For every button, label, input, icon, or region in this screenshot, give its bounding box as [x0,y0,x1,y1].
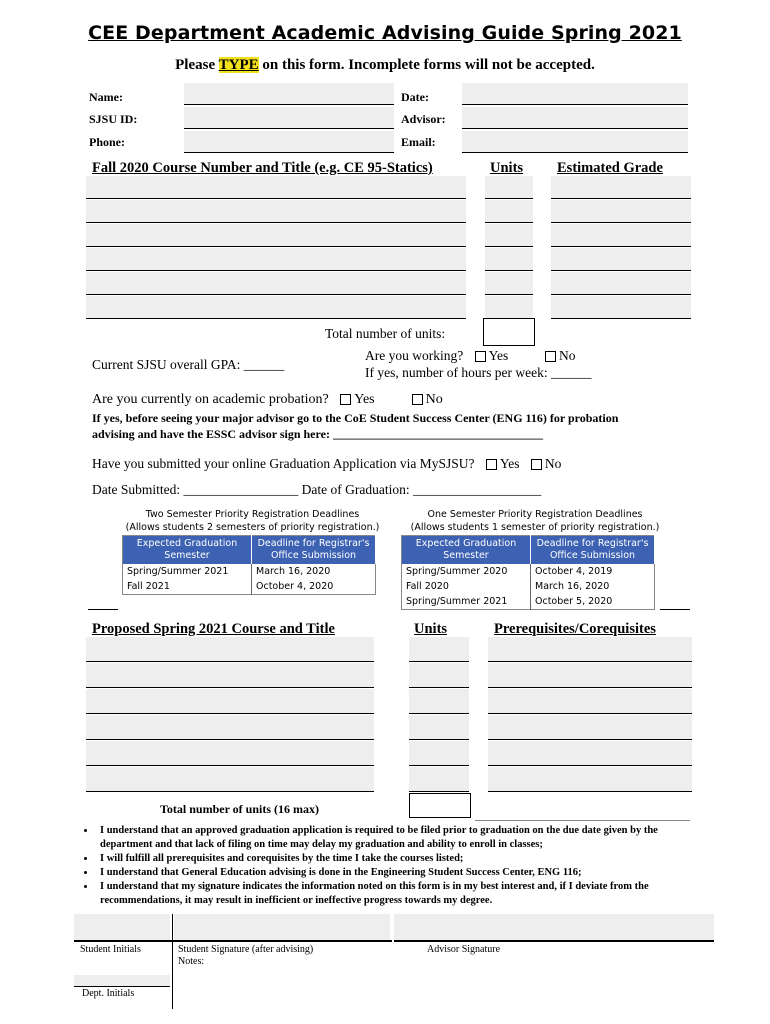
spring-total-label: Total number of units (16 max) [160,802,320,816]
table-row [123,564,376,579]
two-semester-title-line2: (Allows students 2 semesters of priority registration.) [125,522,380,533]
acknowledgement-item: • I understand that General Education advising is done in the Engineering Student Success Center, ENG 116; [96,866,702,880]
student-initials-label: Student Initials [80,944,141,955]
working-question-row [365,348,576,364]
advisor-signature-field[interactable] [394,914,714,941]
spring-units-header: Units [414,621,448,637]
spring-prereq-header: Prerequisites/Corequisites [494,621,656,637]
probation-no-checkbox[interactable] [412,394,423,405]
graduation-no-label: No [544,456,562,471]
one-semester-title-line1: One Semester Priority Registration Deadlines [427,509,643,520]
student-initials-field[interactable] [74,914,170,941]
fall-grade-field[interactable] [551,224,691,247]
table-cell: Spring/Summer 2021 [127,566,229,577]
spring-units-field[interactable] [409,767,469,792]
instructions-highlight: TYPE [218,57,259,73]
table-row [123,579,376,595]
probation-question-row [92,392,443,408]
sjsu-id-label: SJSU ID: [89,112,138,126]
working-no-checkbox[interactable] [545,351,556,362]
table-row [402,579,655,594]
spring-course-field[interactable] [86,767,374,792]
fall-units-field[interactable] [485,296,533,319]
acknowledgement-item: • I will fulfill all prerequisites and corequisites by the time I take the courses listed; [96,852,702,866]
spring-course-field[interactable] [86,637,374,662]
fall-grade-field[interactable] [551,296,691,319]
advisor-signature-label: Advisor Signature [427,944,501,955]
one-semester-col-semester: Expected Graduation Semester [402,536,531,565]
two-semester-title-line1: Two Semester Priority Registration Deadlines [145,509,360,520]
date-field[interactable] [462,83,688,105]
fall-course-field[interactable] [86,296,466,319]
fall-course-field[interactable] [86,200,466,223]
instructions [0,57,770,74]
divider [475,820,690,821]
fall-course-field[interactable] [86,248,466,271]
spring-prereq-field[interactable] [488,741,692,766]
fall-grade-field[interactable] [551,248,691,271]
table-cell: October 4, 2019 [531,564,655,579]
signature-line-advisor [394,940,714,942]
spring-course-field[interactable] [86,663,374,688]
fall-grade-field[interactable] [551,272,691,295]
graduation-no-checkbox[interactable] [531,459,542,470]
table-cell: March 16, 2020 [252,564,376,579]
fall-units-field[interactable] [485,224,533,247]
acknowledgement-item: • I understand that an approved graduation application is required to be filed prior to graduation on the due date given by the department and that lack of filing on time may delay my graduation and ability to enroll in classes; [96,824,702,852]
date-label: Date: [401,90,429,104]
working-yes-checkbox[interactable] [475,351,486,362]
dept-initials-label: Dept. Initials [82,988,135,999]
probation-no-label: No [425,392,443,407]
table-row [402,564,655,579]
spring-units-field[interactable] [409,715,469,740]
probation-question: Are you currently on academic probation? [92,392,329,407]
table-cell: October 4, 2020 [252,579,376,595]
spring-units-field[interactable] [409,663,469,688]
spring-units-field[interactable] [409,741,469,766]
signature-divider [172,914,173,1009]
two-semester-col-semester: Expected Graduation Semester [123,536,252,565]
spring-units-field[interactable] [409,689,469,714]
probation-yes-checkbox[interactable] [340,394,351,405]
table-cell: Spring/Summer 2021 [406,596,508,607]
spring-course-header: Proposed Spring 2021 Course and Title [92,621,335,637]
graduation-dates: Date Submitted: _________________ Date of Graduation: ___________________ [92,482,542,497]
graduation-yes-label: Yes [499,456,520,471]
fall-total-label: Total number of units: [325,326,446,341]
probation-note: If yes, before seeing your major advisor go to the CoE Student Success Center (ENG 116) for probation advising and have the ESSC advisor sign here: ___________________________________ [92,411,619,441]
one-semester-col-deadline: Deadline for Registrar's Office Submission [531,536,655,565]
fall-grade-field[interactable] [551,200,691,223]
dept-initials-field[interactable] [74,975,170,986]
dept-initials-line [74,986,170,987]
working-question: Are you working? [365,348,464,363]
table-cell: March 16, 2020 [531,579,655,594]
two-semester-col-deadline: Deadline for Registrar's Office Submission [252,536,376,565]
working-no-label: No [559,348,576,363]
instructions-post: on this form. Incomplete forms will not be accepted. [258,57,595,73]
spring-course-field[interactable] [86,715,374,740]
one-semester-title [400,508,670,534]
advisor-label: Advisor: [401,112,446,126]
fall-total-units-box[interactable] [483,318,535,346]
table-cell: Fall 2021 [127,581,170,592]
graduation-yes-checkbox[interactable] [486,459,497,470]
fall-course-field[interactable] [86,224,466,247]
fall-units-field[interactable] [485,248,533,271]
sjsu-id-field[interactable] [184,107,394,129]
student-signature-label: Student Signature (after advising) [178,944,314,955]
fall-grade-header: Estimated Grade [557,160,663,176]
name-field[interactable] [184,83,394,105]
divider [88,609,118,610]
spring-prereq-field[interactable] [488,689,692,714]
spring-total-units-box[interactable] [409,793,471,818]
phone-field[interactable] [184,131,394,153]
student-signature-field[interactable] [174,914,390,941]
one-semester-title-line2: (Allows students 1 semester of priority registration.) [410,522,660,533]
working-yes-label: Yes [488,348,509,363]
two-semester-title [120,508,385,534]
fall-course-field[interactable] [86,176,466,199]
spring-prereq-field[interactable] [488,637,692,662]
spring-prereq-field[interactable] [488,767,692,792]
divider [660,609,690,610]
page-title: CEE Department Academic Advising Guide Spring 2021 [88,22,682,44]
fall-grade-field[interactable] [551,176,691,199]
signature-line-student [74,940,392,942]
probation-yes-label: Yes [354,392,375,407]
fall-course-header: Fall 2020 Course Number and Title (e.g. CE 95-Statics) [92,160,433,176]
one-semester-table [401,535,655,610]
gpa-label: Current SJSU overall GPA: ______ [92,357,285,372]
fall-units-header: Units [490,160,524,176]
notes-label: Notes: [178,956,205,967]
table-row [402,594,655,610]
fall-course-field[interactable] [86,272,466,295]
spring-units-field[interactable] [409,637,469,662]
spring-course-field[interactable] [86,741,374,766]
phone-label: Phone: [89,135,125,149]
advisor-field[interactable] [462,107,688,129]
table-cell: Fall 2020 [406,581,449,592]
hours-label: If yes, number of hours per week: ______ [365,365,592,380]
acknowledgements [80,824,702,908]
graduation-question-row [92,456,561,472]
two-semester-table [122,535,376,595]
spring-course-field[interactable] [86,689,374,714]
table-cell: Spring/Summer 2020 [406,566,508,577]
fall-units-field[interactable] [485,200,533,223]
spring-prereq-field[interactable] [488,663,692,688]
acknowledgement-item: • I understand that my signature indicates the information noted on this form is in my best interest and, if I deviate from the recommendations, it may result in inefficient or ineffective progress towards my degree. [96,880,702,908]
name-label: Name: [89,90,123,104]
email-field[interactable] [462,131,688,153]
email-label: Email: [401,135,436,149]
instructions-pre: Please [175,57,219,73]
fall-units-field[interactable] [485,176,533,199]
fall-units-field[interactable] [485,272,533,295]
spring-prereq-field[interactable] [488,715,692,740]
table-cell: October 5, 2020 [531,594,655,610]
graduation-question: Have you submitted your online Graduation Application via MySJSU? [92,456,475,471]
